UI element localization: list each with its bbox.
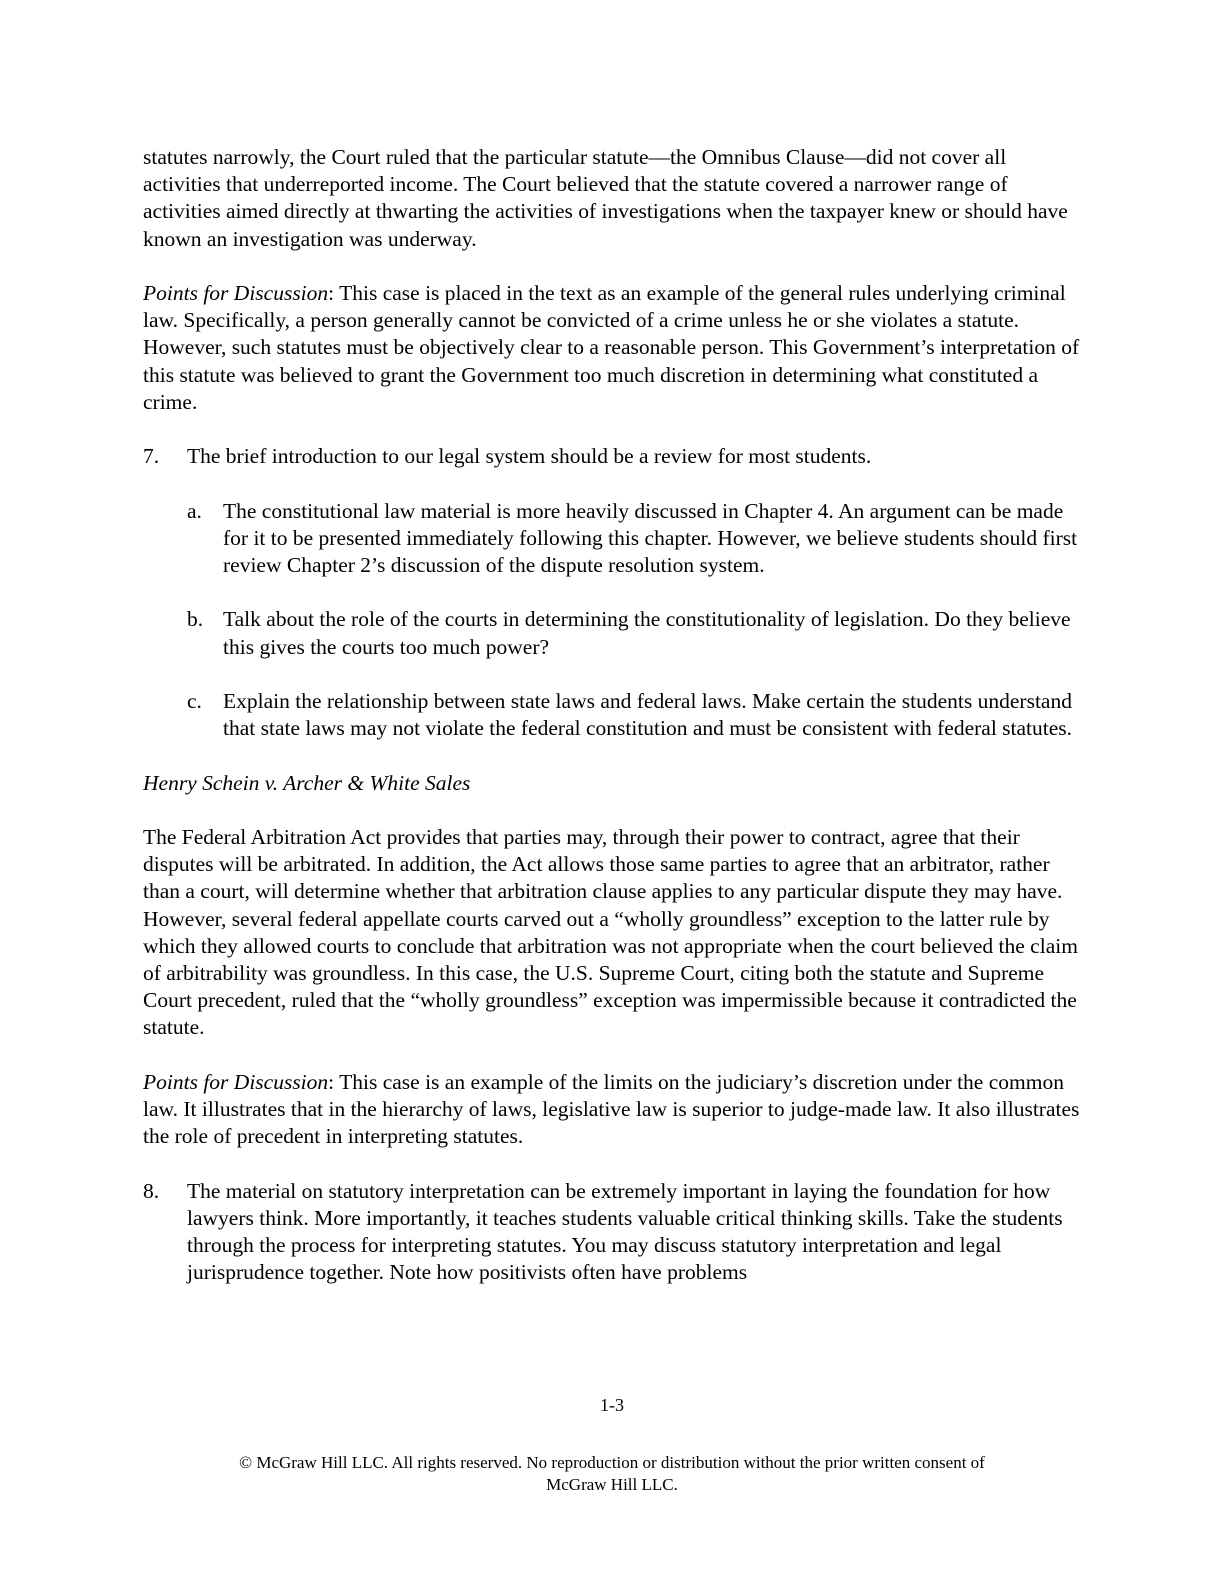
footer-line: McGraw Hill LLC. [546,1475,678,1494]
sub-list [187,498,1083,743]
case-discussion-label: Points for Discussion [143,1069,329,1094]
copyright-footer [140,1452,1084,1496]
sub-item-letter: a. [187,498,202,523]
sub-item-letter: b. [187,607,204,632]
item-text: The material on statutory interpretation can be extremely important in laying the foundation for how lawyers think. More importantly, it teaches students valuable critical thinking skills. Take the students through the process for interpreting statutes. You may discuss statutory interpretation and legal jurisprudence together. Note how positivists often have problems [187,1178,1063,1285]
case-summary-paragraph: statutes narrowly, the Court ruled that the particular statute—the Omnibus Clause—did not cover all activities that underreported income. The Court believed that the statute covered a narrower range of activities aimed directly at thwarting the activities of investigations when the taxpayer knew or should have known an investigation was underway. [143,145,1068,251]
footer-line: © McGraw Hill LLC. All rights reserved. No reproduction or distribution without the prior written consent of [239,1453,985,1472]
case-title: Henry Schein v. Archer & White Sales [143,770,471,795]
item-number: 7. [143,444,160,469]
discussion-paragraph [143,280,1083,416]
case-discussion-text: : This case is an example of the limits on the judiciary’s discretion under the common law. It illustrates that in the hierarchy of laws, legislative law is superior to judge-made law. It also illustrates the role of precedent in interpreting statutes. [143,1069,1080,1149]
numbered-item-7 [143,443,1083,742]
sub-item-text: Explain the relationship between state laws and federal laws. Make certain the students understand that state laws may not violate the federal constitution and must be consistent with federal statutes. [223,688,1073,741]
sub-item-text: Talk about the role of the courts in determining the constitutionality of legislation. Do they believe this gives the courts too much power? [223,607,1071,659]
document-body [143,144,1083,1314]
discussion-text: : This case is placed in the text as an example of the general rules underlying criminal law. Specifically, a person generally cannot be convicted of a crime unless he or she violates a statute. However, such statutes must be objectively clear to a reasonable person. This Government’s interpretation of this statute was believed to grant the Government too much discretion in determining what constituted a crime. [143,281,1080,414]
sub-item-a [187,498,1083,580]
sub-item-b [187,606,1083,660]
case-summary: The Federal Arbitration Act provides that parties may, through their power to contract, agree that their disputes will be arbitrated. In addition, the Act allows those same parties to agree that an arbitrator, rather than a court, will determine whether that arbitration clause applies to any particular dispute they may have. However, several federal appellate courts carved out a “wholly groundless” exception to the latter rule by which they allowed courts to conclude that arbitration was not appropriate when the court believed the claim of arbitrability was groundless. In this case, the U.S. Supreme Court, citing both the statute and Supreme Court precedent, ruled that the “wholly groundless” exception was impermissible because it contradicted the statute. [143,824,1078,1040]
case-discussion-paragraph [143,1069,1083,1151]
discussion-label: Points for Discussion [143,281,329,305]
numbered-item-8 [143,1178,1083,1287]
item-number: 8. [143,1178,160,1203]
sub-item-text: The constitutional law material is more heavily discussed in Chapter 4. An argument can be made for it to be presented immediately following this chapter. However, we believe students should first review Chapter 2’s discussion of the dispute resolution system. [223,498,1078,577]
page-number: 1-3 [600,1395,624,1415]
sub-item-letter: c. [187,688,202,713]
sub-item-c [187,688,1083,742]
item-text: The brief introduction to our legal system should be a review for most students. [187,444,872,469]
